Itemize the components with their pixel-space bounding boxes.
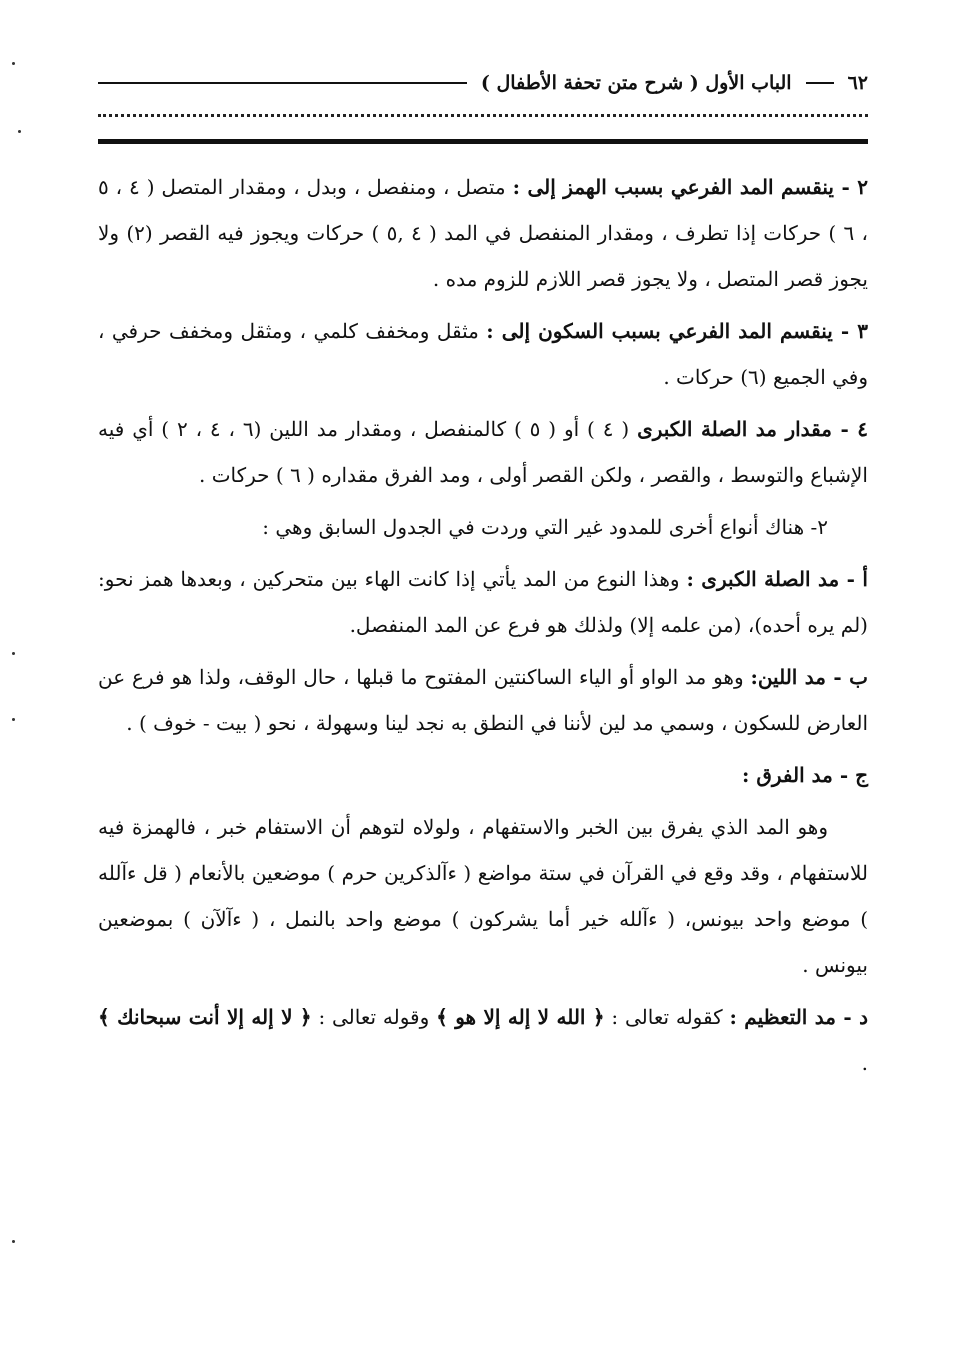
paragraph-body: ( ٤ ) أو ( ٥ ) كالمنفصل ، ومقدار مد اللين (٦ ، ٤ ، ٢ ) أي فيه الإشباع والتوسط ، والقصر ، ولكن القصر أولى ، ومد الفرق مقداره ( ٦ ) حركات . bbox=[98, 417, 868, 487]
page-header bbox=[98, 60, 868, 106]
paragraph-madd-sila bbox=[98, 556, 868, 648]
scan-speck bbox=[12, 1240, 15, 1243]
quran-verse: ﴿ الله لا إله إلا هو ﴾ bbox=[436, 1005, 605, 1029]
quran-verse: ﴿ لا إله إلا أنت سبحانك ﴾ bbox=[98, 1005, 312, 1029]
paragraph-body: كقوله تعالى : bbox=[604, 1005, 730, 1029]
paragraph-madd-farq-body bbox=[98, 804, 868, 988]
paragraph-body: وهذا النوع من المد يأتي إذا كانت الهاء بين متحركين ، وبعدها همز نحو: (لم يره أحده)، (من علمه إلا) ولذلك هو فرع عن المد المنفصل. bbox=[98, 567, 868, 637]
paragraph-body: ٢- هناك أنواع أخرى للمدود غير التي وردت في الجدول السابق وهي : bbox=[262, 515, 828, 539]
paragraph-heading: ٢ - ينقسم المد الفرعي بسبب الهمز إلى : bbox=[512, 175, 869, 199]
paragraph-body: . bbox=[861, 1051, 868, 1075]
paragraph-body: وهو مد الواو أو الياء الساكنتين المفتوح ما قبلها ، حال الوقف، ولذا هو فرع عن العارض للسكون ، وسمي مد لين لأننا في النطق به نجد لينا وسهولة ، نحو ( بيت - خوف ) . bbox=[98, 665, 868, 735]
page-number: ٦٢ bbox=[847, 72, 868, 94]
paragraph-other-types bbox=[98, 504, 868, 550]
paragraph-heading: ب - مد اللين: bbox=[750, 665, 868, 689]
scan-speck bbox=[12, 652, 15, 655]
paragraph-heading: ج - مد الفرق : bbox=[742, 763, 868, 787]
scan-speck bbox=[12, 62, 15, 65]
scan-speck bbox=[18, 130, 21, 133]
dotted-divider bbox=[98, 114, 868, 117]
paragraph-body: وهو المد الذي يفرق بين الخبر والاستفهام ، ولولاه لتوهم أن الاستفام خبر ، فالهمزة فيه للاستفهام ، وقد وقع في القرآن في ستة مواضع ( ءآلذكرين حرم ) موضعين بالأنعام ( قل ءآلله ) موضع واحد بيونس، ( ءآلله خير أما يشركون ) موضع واحد بالنمل ، ( ءآلآن ) بموضعين بيونس . bbox=[98, 815, 868, 977]
paragraph-heading: د - مد التعظيم : bbox=[729, 1005, 869, 1029]
header-rule-short bbox=[806, 82, 834, 84]
paragraph-body: وقوله تعالى : bbox=[311, 1005, 437, 1029]
paragraph-hamz-division bbox=[98, 164, 868, 302]
paragraph-body: مثقل ومخفف كلمي ، ومثقل ومخفف حرفي ، وفي الجميع (٦) حركات . bbox=[98, 319, 868, 389]
paragraph-madd-farq-heading bbox=[98, 752, 868, 798]
paragraph-sila-amount bbox=[98, 406, 868, 498]
paragraph-heading: أ - مد الصلة الكبرى : bbox=[686, 567, 868, 591]
paragraph-heading: ٣ - ينقسم المد الفرعي بسبب السكون إلى : bbox=[486, 319, 868, 343]
running-title: الباب الأول ( شرح متن تحفة الأطفال ) bbox=[480, 72, 792, 94]
thick-divider bbox=[98, 139, 868, 144]
page-body bbox=[98, 164, 868, 1086]
paragraph-madd-leen bbox=[98, 654, 868, 746]
paragraph-heading: ٤ - مقدار مد الصلة الكبرى bbox=[637, 417, 869, 441]
paragraph-madd-tazeem bbox=[98, 994, 868, 1086]
paragraph-sukun-division bbox=[98, 308, 868, 400]
paragraph-body: متصل ، ومنفصل ، وبدل ، ومقدار المتصل ( ٤ ، ٥ ، ٦ ) حركات إذا تطرف ، ومقدار المنفصل في المد ( ٤ ,٥ ) حركات ويجوز فيه القصر (٢) ولا يجوز قصر المتصل ، ولا يجوز قصر اللازم للزوم مده . bbox=[98, 175, 869, 291]
book-page bbox=[98, 60, 868, 1240]
scan-speck bbox=[12, 718, 15, 721]
header-rule-long bbox=[98, 82, 467, 84]
